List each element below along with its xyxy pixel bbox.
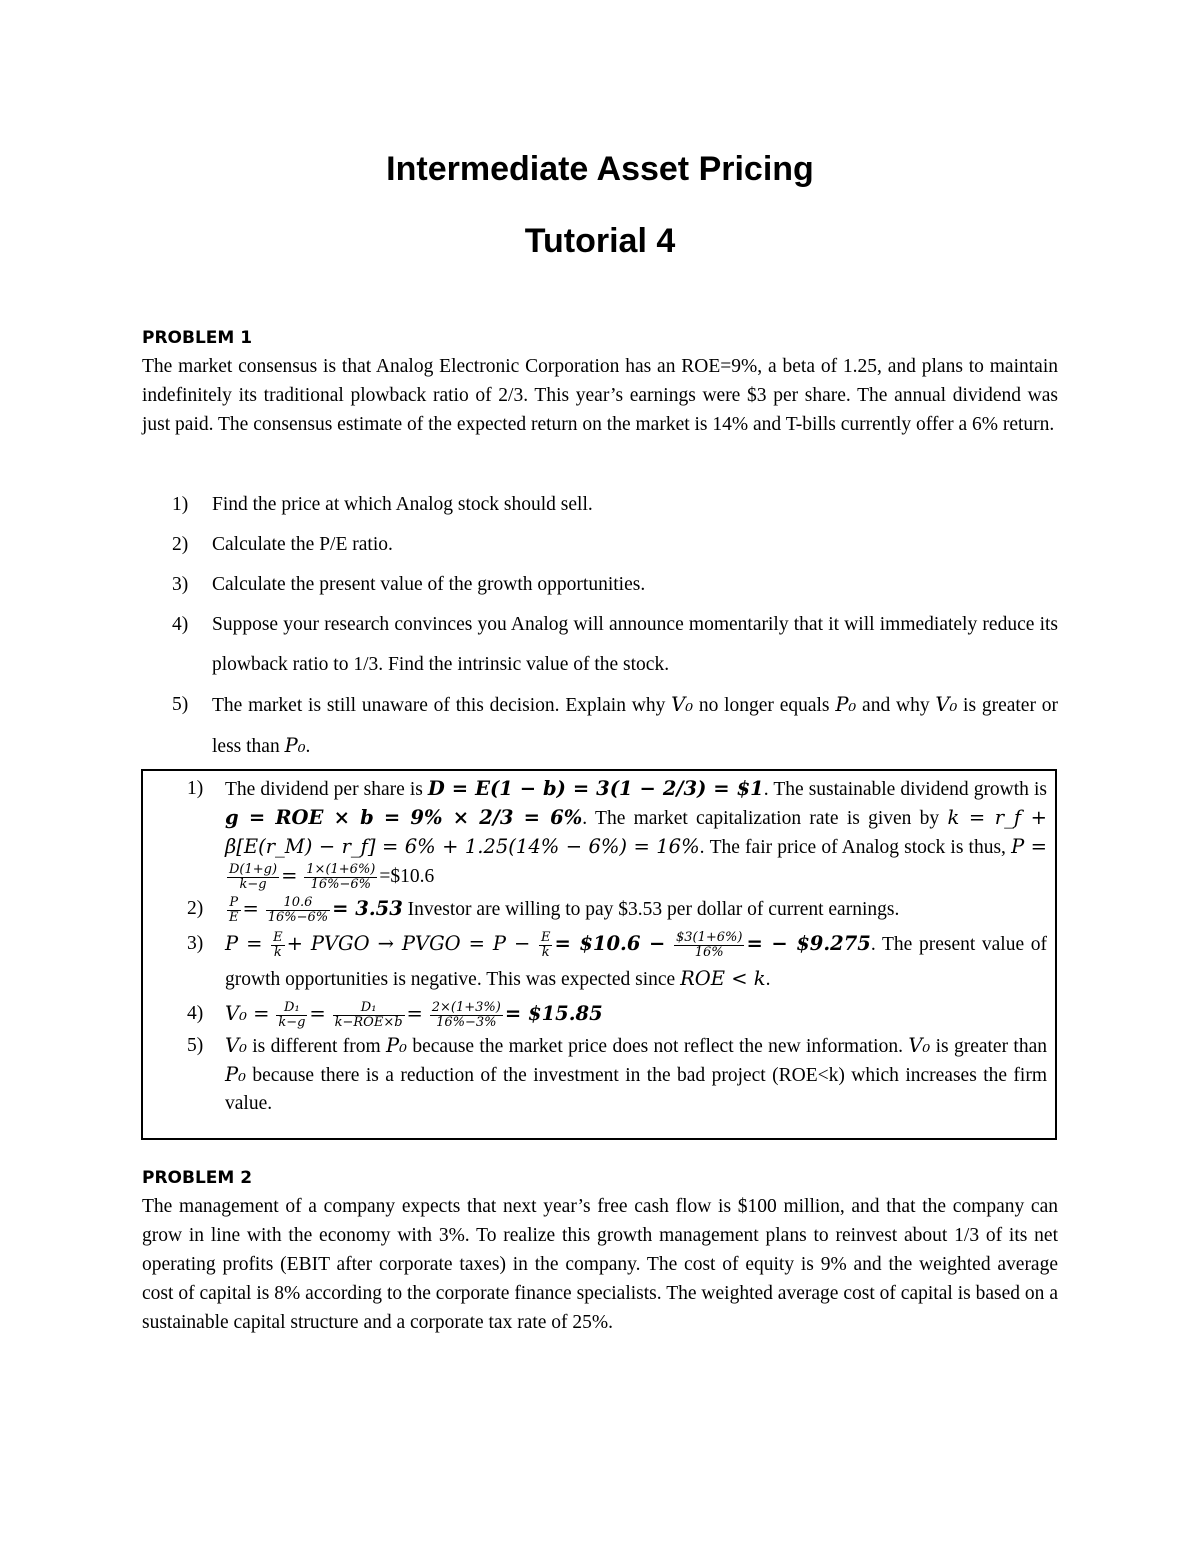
fraction: $\frac{E}{k}$ xyxy=(540,930,551,961)
question-item xyxy=(172,485,1058,525)
problem-2-section xyxy=(142,1168,1058,1337)
problem-2-text: The management of a company expects that next year’s free cash flow is $100 million, and that the company can grow in line with the economy with 3%. To realize this growth management plans to reinvest about 1/3 of its net operating profits (EBIT after corporate taxes) in the company. The cost of equity is 9% and the weighted average cost of capital is 8% according to the corporate finance specialists. The weighted average cost of capital is based on a sustainable capital structure and a corporate tax rate of 25%. xyxy=(142,1196,1058,1333)
answer-number: 5) xyxy=(187,1035,204,1057)
fraction: $\frac{P}{E}$ xyxy=(229,895,239,926)
math-p0: P₀ xyxy=(835,693,857,716)
question-number: 2) xyxy=(172,534,189,555)
math-equation: g = ROE × b = 9% × 2/3 = 6% xyxy=(225,806,583,829)
fraction: $\frac{\text{D₁}}{\text{k−ROE×b}}$ xyxy=(334,1000,403,1031)
problem-1-text: The market consensus is that Analog Electronic Corporation has an ROE=9%, a beta of 1.25, and plans to maintain indefinitely its traditional plowback ratio of 2/3. This year’s earnings were $3 per share. The annual dividend was just paid. The consensus estimate of the expected return on the market is 14% and T-bills currently offer a 6% return. xyxy=(142,356,1058,435)
answer-number: 3) xyxy=(187,933,204,955)
math-equation: k = r_f + β[E(r_M) − r_f] = 6% + 1.25(14% − 6%) = 16% xyxy=(225,806,1048,858)
fraction: $\frac{2\times(1+3\%)}{16\%-3\%}$ xyxy=(431,1000,501,1031)
fraction: $\frac{E}{k}$ xyxy=(273,930,283,961)
answer-item: 5) V₀ is different from P₀ because the market price does not reflect the new information. V₀ is greater than P₀ because there is a reduction of the investment in the bad project (ROE<k) which increases the firm value. xyxy=(187,1034,1048,1115)
question-text: Calculate the present value of the growth opportunities. xyxy=(212,574,646,595)
fraction: $\frac{\text{D₁}}{k-g}$ xyxy=(278,1000,306,1031)
math-p0: P₀ xyxy=(284,734,306,757)
question-number: 5) xyxy=(172,694,189,715)
answer-list xyxy=(187,775,1047,1118)
answer-number: 1) xyxy=(187,778,204,799)
fraction: $\frac{1\times(1+6\%)}{16\%-6\%}$ xyxy=(306,862,376,893)
question-text: Find the price at which Analog stock should sell. xyxy=(212,494,593,515)
page-subtitle: Tutorial 4 xyxy=(524,222,676,260)
math-v0: V₀ xyxy=(935,693,958,716)
answer-number: 2) xyxy=(187,898,204,920)
answer-item: 2) $\frac{P}{E}$ = $\frac{10.6}{16\%-6\%}$ = 3.53 Investor are willing to pay $3.53 per dollar of current earnings. xyxy=(187,892,1047,927)
answer-item: 3) P = $\frac{E}{k}$ + PVGO → PVGO = P − $\frac{E}{k}$ = $10.6 − $\frac{\$3(1+6\%)}{16\%}$ = − $9.275. The present value of growth opportunities is negative. This was expected since ROE < k. xyxy=(187,927,1047,997)
problem-1-questions xyxy=(172,485,1058,767)
question-item xyxy=(172,685,1058,767)
answer-item: 4) V₀ = $\frac{\text{D₁}}{k-g}$ = $\frac{\text{D₁}}{\text{k−ROE×b}}$ = $\frac{2\times(1+3\%)}{16\%-3\%}$ = $15.85 xyxy=(187,997,1047,1032)
question-item xyxy=(172,525,1058,565)
question-text: Suppose your research convinces you Analog will announce momentarily that it will immediately reduce its plowback ratio to 1/3. Find the intrinsic value of the stock. xyxy=(212,614,1058,675)
question-text: The market is still unaware of this decision. Explain why V₀ no longer equals P₀ and why V₀ is greater or less than P₀. xyxy=(212,693,1058,757)
question-number: 1) xyxy=(172,494,189,515)
problem-1-heading: PROBLEM 1 xyxy=(142,328,253,348)
question-text: Calculate the P/E ratio. xyxy=(212,534,393,555)
math-v0: V₀ xyxy=(671,693,694,716)
answer-number: 4) xyxy=(187,1003,204,1025)
question-number: 4) xyxy=(172,614,189,635)
page-title: Intermediate Asset Pricing xyxy=(386,150,814,188)
math-equation: D = E(1 − b) = 3(1 − 2/3) = $1 xyxy=(427,777,764,800)
problem-1-section xyxy=(142,328,1058,439)
answer-item: 1) The dividend per share is D = E(1 − b) = 3(1 − 2/3) = $1. The sustainable dividend growth is g = ROE × b = 9% × 2/3 = 6%. The market capitalization rate is given by k = r_f + β[E(r_M) − r_f] = 6% + 1.25(14% − 6%) = 16%. The fair price of Analog stock is thus, P = $\frac{D(1+g)}{k-g}$ = $\frac{1\times(1+6\%)}{16\%-6\%}$ =$10.6 xyxy=(187,777,1048,893)
answer-box xyxy=(141,769,1057,1140)
fraction: $\frac{\$3(1+6\%)}{16\%}$ xyxy=(675,930,743,961)
question-item xyxy=(172,605,1058,685)
fraction: $\frac{10.6}{16\%-6\%}$ xyxy=(267,895,329,926)
problem-2-heading: PROBLEM 2 xyxy=(142,1168,253,1188)
question-number: 3) xyxy=(172,574,189,595)
fraction: $\frac{D(1+g)}{k-g}$ xyxy=(229,862,278,893)
question-item xyxy=(172,565,1058,605)
